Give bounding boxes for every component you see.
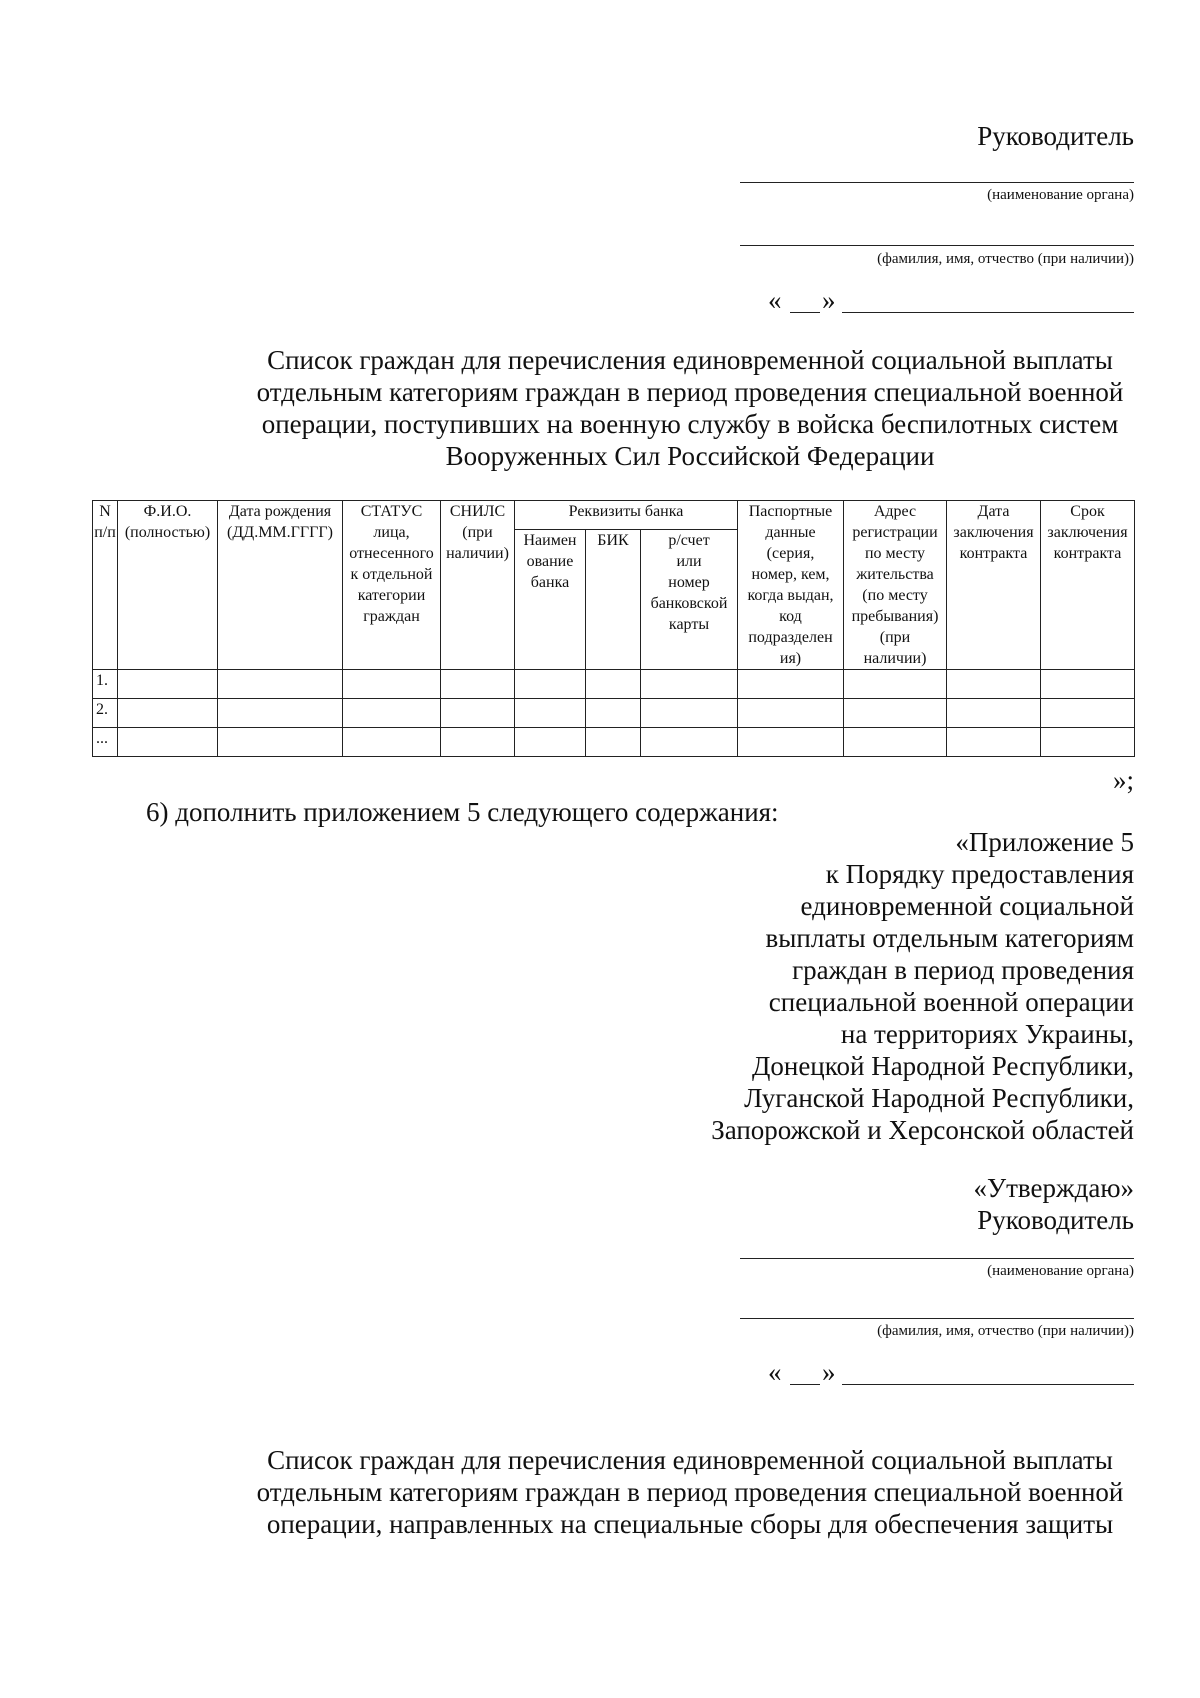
table-row	[93, 670, 1135, 699]
approve-org-line	[740, 1258, 1134, 1259]
appendix-line-10: Запорожской и Херсонской областей	[711, 1115, 1134, 1145]
approve-name-line	[740, 1318, 1134, 1319]
title-1-line-4: Вооруженных Сил Российской Федерации	[445, 441, 935, 471]
header-bik: БИК	[586, 530, 641, 670]
date-month-line	[842, 312, 1134, 313]
title-1-line-3: операции, поступивших на военную службу в войска беспилотных систем	[261, 409, 1119, 439]
row-number: 2.	[93, 699, 118, 728]
header-status: СТАТУС лица, отнесенного к отдельной категории граждан	[343, 501, 441, 670]
closing-quote: »;	[1112, 765, 1134, 795]
name-line	[740, 245, 1134, 246]
appendix-line-4: выплаты отдельным категориям	[765, 923, 1134, 953]
table-row	[93, 699, 1135, 728]
approve-date-day-line	[790, 1384, 820, 1385]
appendix-line-3: единовременной социальной	[800, 891, 1134, 921]
title-1-line-2: отдельным категориям граждан в период проведения специальной военной	[256, 377, 1124, 407]
table-row	[93, 728, 1135, 757]
header-num: N п/п	[93, 501, 118, 670]
header-bank-group: Реквизиты банка	[515, 501, 738, 530]
org-caption: (наименование органа)	[987, 187, 1134, 203]
approve-org-caption: (наименование органа)	[987, 1263, 1134, 1279]
approve-date-open-quote: «	[768, 1357, 782, 1387]
header-account: р/счет или номер банковской карты	[641, 530, 738, 670]
approve-date-month-line	[842, 1384, 1134, 1385]
header-address: Адрес регистрации по месту жительства (по месту пребывания) (при наличии)	[844, 501, 947, 670]
header-contract-date: Дата заключения контракта	[947, 501, 1041, 670]
header-passport: Паспортные данные (серия, номер, кем, когда выдан, код подразделен ия)	[738, 501, 844, 670]
appendix-line-5: граждан в период проведения	[792, 955, 1134, 985]
approve-head-label: Руководитель	[977, 1205, 1134, 1235]
date-day-line	[790, 312, 820, 313]
citizens-table	[92, 500, 1135, 757]
appendix-line-1: «Приложение 5	[955, 827, 1134, 857]
appendix-line-6: специальной военной операции	[768, 987, 1134, 1017]
appendix-line-2: к Порядку предоставления	[825, 859, 1134, 889]
approve-name-caption: (фамилия, имя, отчество (при наличии))	[877, 1323, 1134, 1339]
row-number: ...	[93, 728, 118, 757]
name-caption: (фамилия, имя, отчество (при наличии))	[877, 251, 1134, 267]
header-fio: Ф.И.О. (полностью)	[118, 501, 218, 670]
title-2-line-3: операции, направленных на специальные сборы для обеспечения защиты	[266, 1509, 1114, 1539]
item-6-text: 6) дополнить приложением 5 следующего содержания:	[146, 797, 779, 827]
row-number: 1.	[93, 670, 118, 699]
appendix-line-9: Луганской Народной Республики,	[744, 1083, 1134, 1113]
appendix-line-7: на территориях Украины,	[840, 1019, 1134, 1049]
date-open-quote: «	[768, 285, 782, 315]
title-2-line-1: Список граждан для перечисления единовременной социальной выплаты	[267, 1445, 1113, 1475]
header-snils: СНИЛС (при наличии)	[441, 501, 515, 670]
title-2-line-2: отдельным категориям граждан в период проведения специальной военной	[256, 1477, 1124, 1507]
approve-date-close-quote: »	[822, 1357, 836, 1387]
title-1-line-1: Список граждан для перечисления единовременной социальной выплаты	[267, 345, 1113, 375]
header-bank-name: Наимен ование банка	[515, 530, 586, 670]
approve-label: «Утверждаю»	[973, 1173, 1134, 1203]
header-birth-date: Дата рождения (ДД.ММ.ГГГГ)	[218, 501, 343, 670]
appendix-line-8: Донецкой Народной Республики,	[751, 1051, 1134, 1081]
head-label: Руководитель	[977, 121, 1134, 151]
org-line	[740, 182, 1134, 183]
date-close-quote: »	[822, 285, 836, 315]
header-contract-term: Срок заключения контракта	[1041, 501, 1135, 670]
